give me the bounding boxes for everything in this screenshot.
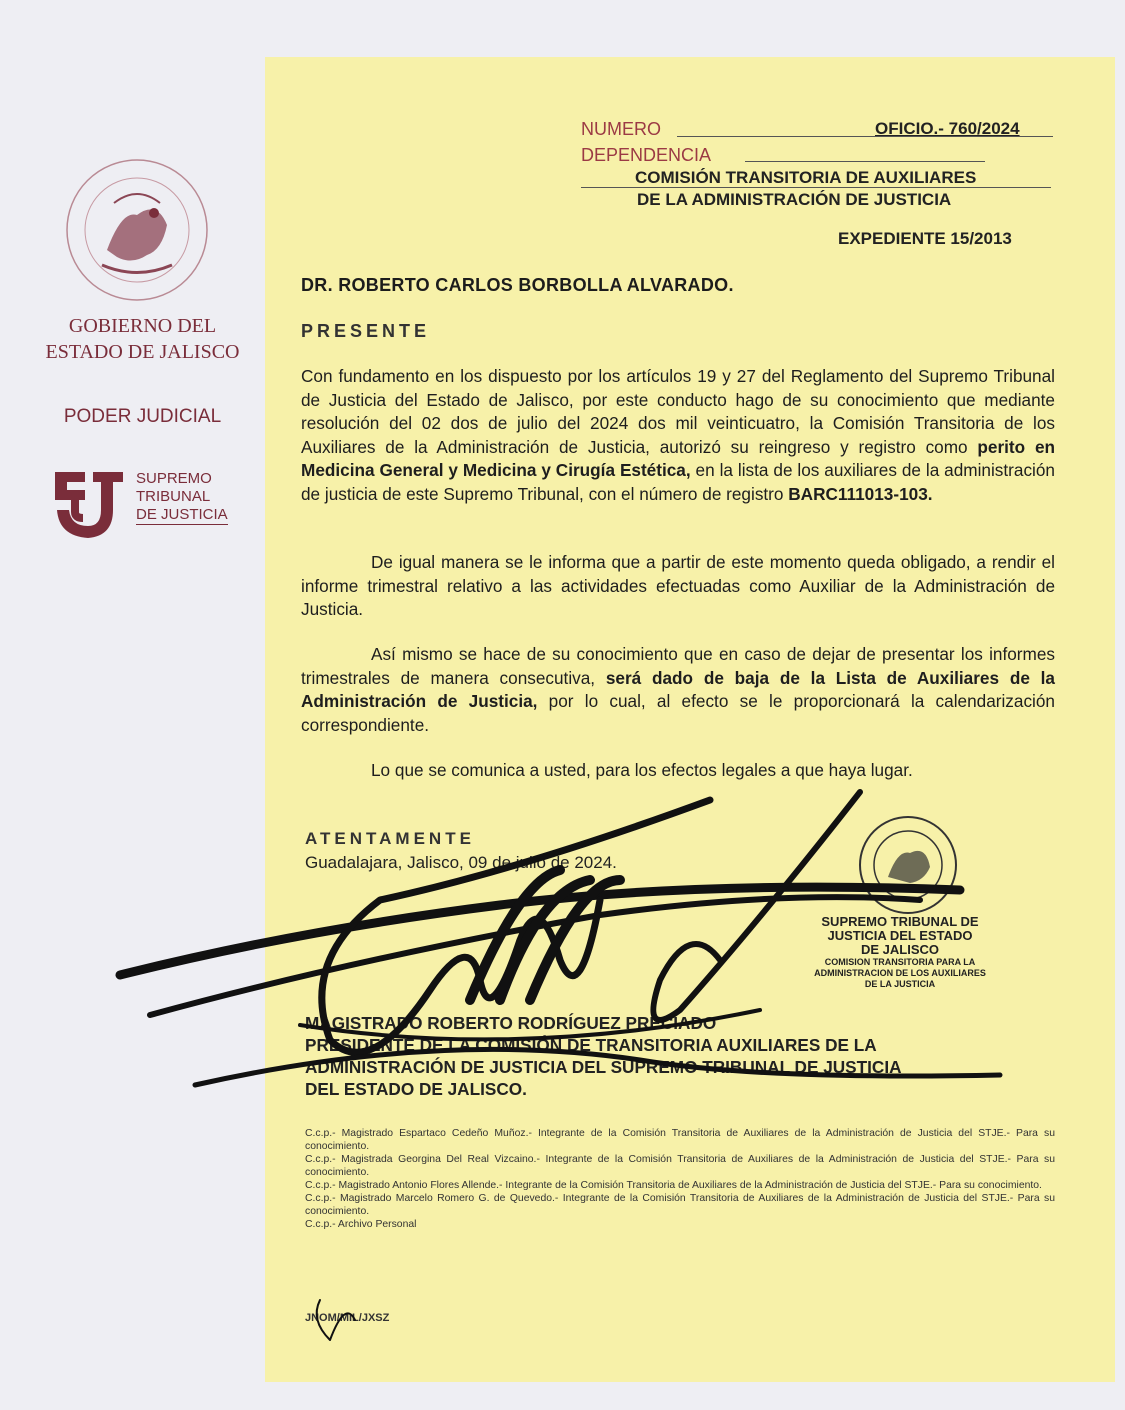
- paragraph-2: De igual manera se le informa que a partir de este momento queda obligado, a rendir el informe trimestral relativo a las actividades efectuadas como Auxiliar de la Administración de Justicia.: [301, 552, 1055, 619]
- ccp-item: C.c.p.- Magistrada Georgina Del Real Vizcaino.- Integrante de la Comisión Transitoria de Auxiliares de la Administración de Justicia del STJE.- Para su conocimiento.: [305, 1154, 1055, 1178]
- signatory-block: MAGISTRADO ROBERTO RODRÍGUEZ PRECIADO PRESIDENTE DE LA COMISIÓN DE TRANSITORIA AUXILIARES DE LA ADMINISTRACIÓN DE JUSTICIA DEL SUPREMO TRIBUNAL DE JUSTICIA DEL ESTADO DE JALISCO.: [305, 1013, 902, 1099]
- dependencia-line-1: COMISIÓN TRANSITORIA DE AUXILIARES: [635, 168, 977, 187]
- oficio-number: OFICIO.- 760/2024: [875, 119, 1020, 138]
- numero-label: NUMERO: [581, 119, 661, 139]
- ccp-item: C.c.p.- Magistrado Marcelo Romero G. de Quevedo.- Integrante de la Comisión Transitoria de Auxiliares de la Administración de Justicia del STJE.- Para su conocimiento.: [305, 1193, 1055, 1217]
- dependencia-line-2: DE LA ADMINISTRACIÓN DE JUSTICIA: [637, 190, 952, 209]
- national-seal-icon: [62, 155, 212, 305]
- expediente: EXPEDIENTE 15/2013: [838, 229, 1012, 248]
- government-name: GOBIERNO DEL ESTADO DE JALISCO: [45, 315, 240, 363]
- court-name: SUPREMO TRIBUNAL DE JUSTICIA: [136, 470, 228, 523]
- place-date: Guadalajara, Jalisco, 09 de julio de 2024.: [305, 853, 617, 872]
- presente: PRESENTE: [301, 321, 431, 341]
- official-letter: [265, 57, 1115, 1382]
- ccp-item: C.c.p.- Magistrado Antonio Flores Allende.- Integrante de la Comisión Transitoria de Auxiliares de la Administración de Justicia del STJE.- Para su conocimiento.: [305, 1180, 1042, 1191]
- dependencia-label: DEPENDENCIA: [581, 145, 712, 165]
- letterhead-column: [0, 0, 265, 1410]
- ccp-item: C.c.p.- Magistrado Espartaco Cedeño Muñoz.- Integrante de la Comisión Transitoria de Auxiliares de la Administración de Justicia del STJE.- Para su conocimiento.: [305, 1128, 1055, 1152]
- paragraph-1: Con fundamento en los dispuesto por los artículos 19 y 27 del Reglamento del Supremo Tribunal de Justicia del Estado de Jalisco, por este conducto hago de su conocimiento que mediante resolución del 02 dos de julio del 2024 dos mil veinticuatro, la Comisión Transitoria de los Auxiliares de la Administración de Justicia, autorizó su reingreso y registro como perito en Medicina General y Medicina y Cirugía Estética, en la lista de los auxiliares de la administración de justicia de este Supremo Tribunal, con el número de registro BARC111013-103.: [301, 366, 1056, 504]
- ccp-item: C.c.p.- Archivo Personal: [305, 1219, 417, 1230]
- paragraph-3: Así mismo se hace de su conocimiento que en caso de dejar de presentar los informes trimestrales de manera consecutiva, será dado de baja de la Lista de Auxiliares de la Administración de Justicia, por lo cual, al efecto se le proporcionará la calendarización correspondiente.: [301, 644, 1055, 735]
- paragraph-4: Lo que se comunica a usted, para los efectos legales a que haya lugar.: [371, 760, 913, 780]
- branch-name: PODER JUDICIAL: [63, 406, 222, 427]
- closing-atentamente: ATENTAMENTE: [305, 829, 475, 848]
- court-logo-icon: [45, 460, 131, 546]
- addressee: DR. ROBERTO CARLOS BORBOLLA ALVARADO.: [301, 275, 734, 295]
- stamp-text: SUPREMO TRIBUNAL DE JUSTICIA DEL ESTADO DE JALISCO COMISION TRANSITORIA PARA LA ADMINISTRACION DE LOS AUXILIARES DE LA JUSTICIA: [814, 914, 986, 989]
- official-stamp-icon: [790, 815, 990, 920]
- initials: JNOM/MIL/JXSZ: [305, 1312, 390, 1324]
- ccp-list: [305, 1127, 1055, 1231]
